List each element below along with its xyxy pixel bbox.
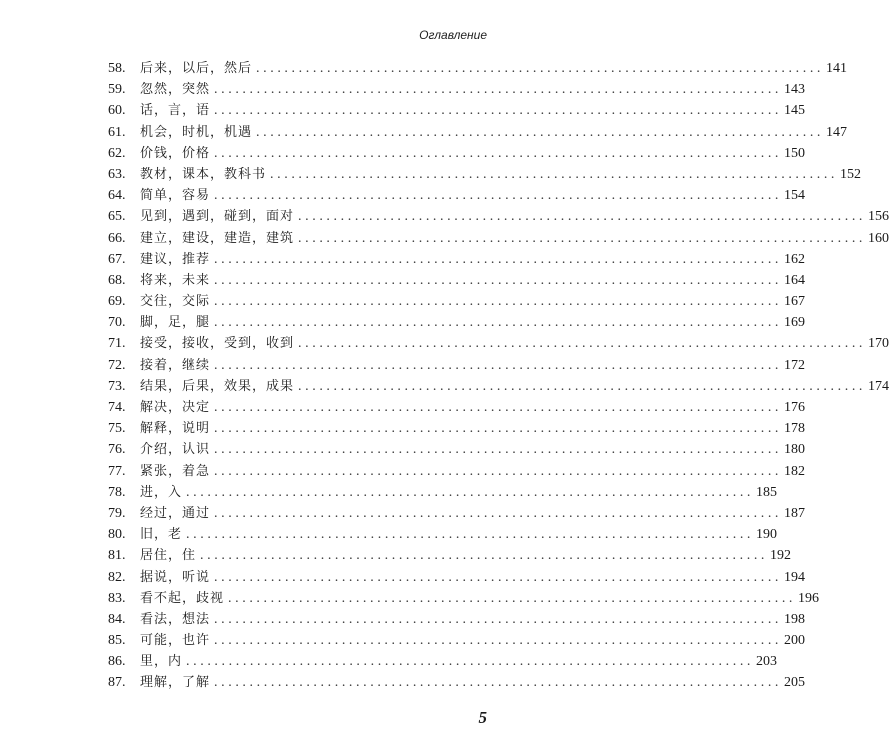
toc-entry-page: 182: [784, 463, 806, 479]
dot-leader: ................................................................................: [298, 378, 867, 394]
toc-entry-title: 紧张，着急: [140, 463, 211, 479]
dot-leader: ................................................................................: [214, 421, 783, 437]
toc-entry-page: 205: [784, 675, 806, 691]
toc-entry-page: 196: [798, 590, 820, 606]
toc-entry-number: 81.: [108, 548, 126, 564]
toc-entry: [108, 524, 778, 545]
toc-entry-number: 68.: [108, 272, 126, 288]
toc-entry: [108, 206, 889, 227]
toc-entry: [108, 651, 778, 672]
toc-entry: [108, 503, 806, 524]
toc-entry-number: 87.: [108, 675, 126, 691]
toc-entry-title: 接着，继续: [140, 357, 211, 373]
toc-entry-title: 可能，也许: [140, 633, 211, 649]
toc-entry-page: 174: [868, 378, 889, 394]
toc-entry-page: 190: [756, 527, 778, 543]
toc-entry-title: 经过，通过: [140, 505, 211, 521]
toc-entry-page: 167: [784, 294, 806, 310]
toc-entry-page: 150: [784, 145, 806, 161]
toc-entry-number: 70.: [108, 315, 126, 331]
toc-entry-page: 194: [784, 569, 806, 585]
toc-entry-page: 176: [784, 400, 806, 415]
dot-leader: ................................................................................: [270, 166, 839, 182]
dot-leader: ................................................................................: [214, 463, 783, 479]
toc-entry-page: 164: [784, 272, 806, 288]
toc-entry-page: 169: [784, 315, 806, 331]
toc-entry-page: 172: [784, 357, 806, 373]
toc-entry: [108, 58, 848, 79]
toc-entry-title: 建议，推荐: [140, 251, 211, 267]
toc-entry-title: 结果，后果，效果，成果: [140, 378, 295, 394]
toc-entry-number: 62.: [108, 145, 126, 161]
toc-entry: [108, 545, 792, 566]
dot-leader: ................................................................................: [214, 505, 783, 521]
running-header: Оглавление: [419, 28, 487, 42]
toc-entry-number: 75.: [108, 421, 126, 437]
toc-entry: [108, 143, 806, 164]
toc-entry: [108, 397, 806, 418]
toc-entry: [108, 418, 806, 439]
toc-entry-page: 152: [840, 166, 862, 182]
toc-entry-number: 58.: [108, 61, 126, 76]
dot-leader: ................................................................................: [214, 357, 783, 373]
toc-entry-number: 64.: [108, 188, 126, 204]
toc-entry-number: 76.: [108, 442, 126, 458]
toc-entry: [108, 567, 806, 588]
toc-entry-number: 78.: [108, 484, 126, 500]
toc-entry-title: 里，内: [140, 654, 183, 670]
toc-entry-title: 后来，以后，然后: [140, 61, 253, 76]
toc-entry: [108, 461, 806, 482]
toc-entry-title: 看不起，歧视: [140, 590, 225, 606]
dot-leader: ................................................................................: [214, 569, 783, 585]
toc-entry-number: 85.: [108, 633, 126, 649]
toc-entry-title: 价钱，价格: [140, 145, 211, 161]
toc-entry: [108, 333, 889, 354]
dot-leader: ................................................................................: [256, 124, 825, 140]
toc-entry-page: 203: [756, 654, 778, 670]
dot-leader: ................................................................................: [214, 251, 783, 267]
toc-entry-page: 180: [784, 442, 806, 458]
toc-entry-page: 185: [756, 484, 778, 500]
toc-entry-page: 170: [868, 336, 889, 352]
toc-entry-number: 72.: [108, 357, 126, 373]
dot-leader: ................................................................................: [214, 188, 783, 204]
dot-leader: ................................................................................: [214, 442, 783, 458]
toc-entry: [108, 270, 806, 291]
toc-entry-page: 162: [784, 251, 806, 267]
toc-entry: [108, 482, 778, 503]
toc-entry-title: 教材，课本，教科书: [140, 166, 267, 182]
toc-entry: [108, 291, 806, 312]
toc-entry-number: 67.: [108, 251, 126, 267]
table-of-contents: [108, 58, 889, 694]
toc-entry-number: 73.: [108, 378, 126, 394]
dot-leader: ................................................................................: [214, 315, 783, 331]
toc-entry-number: 83.: [108, 590, 126, 606]
toc-entry-title: 交往，交际: [140, 294, 211, 310]
toc-entry: [108, 355, 806, 376]
toc-entry-page: 147: [826, 124, 848, 140]
dot-leader: ................................................................................: [214, 272, 783, 288]
toc-entry-title: 据说，听说: [140, 569, 211, 585]
toc-entry-page: 145: [784, 103, 806, 119]
dot-leader: ................................................................................: [214, 400, 783, 415]
toc-entry-number: 65.: [108, 209, 126, 225]
toc-entry-page: 143: [784, 82, 806, 98]
toc-entry-title: 建立，建设，建造，建筑: [140, 230, 295, 246]
toc-entry-title: 解决，决定: [140, 400, 211, 415]
toc-entry-title: 接受，接收，受到，收到: [140, 336, 295, 352]
toc-entry-number: 60.: [108, 103, 126, 119]
toc-entry-title: 旧，老: [140, 527, 183, 543]
toc-entry-title: 见到，遇到，碰到，面对: [140, 209, 295, 225]
toc-entry-number: 74.: [108, 400, 126, 415]
dot-leader: ................................................................................: [186, 654, 755, 670]
toc-entry-number: 86.: [108, 654, 126, 670]
toc-entry-title: 将来，未来: [140, 272, 211, 288]
dot-leader: ................................................................................: [214, 145, 783, 161]
toc-entry-number: 84.: [108, 611, 126, 627]
dot-leader: ................................................................................: [298, 336, 867, 352]
toc-entry: [108, 312, 806, 333]
toc-entry-title: 简单，容易: [140, 188, 211, 204]
toc-entry: [108, 249, 806, 270]
dot-leader: ................................................................................: [228, 590, 797, 606]
toc-entry: [108, 100, 806, 121]
toc-entry: [108, 439, 806, 460]
dot-leader: ................................................................................: [214, 103, 783, 119]
toc-entry-number: 82.: [108, 569, 126, 585]
dot-leader: ................................................................................: [214, 294, 783, 310]
toc-entry-page: 156: [868, 209, 889, 225]
page-number: 5: [478, 708, 487, 727]
toc-entry: [108, 185, 806, 206]
dot-leader: ................................................................................: [186, 527, 755, 543]
toc-entry-number: 77.: [108, 463, 126, 479]
dot-leader: ................................................................................: [256, 61, 825, 76]
toc-entry-title: 理解，了解: [140, 675, 211, 691]
toc-entry-number: 69.: [108, 294, 126, 310]
toc-entry-number: 71.: [108, 336, 126, 352]
toc-entry-page: 160: [868, 230, 889, 246]
toc-entry: [108, 228, 889, 249]
toc-entry-title: 解释，说明: [140, 421, 211, 437]
dot-leader: ................................................................................: [298, 230, 867, 246]
toc-entry-number: 80.: [108, 527, 126, 543]
toc-entry-title: 介绍，认识: [140, 442, 211, 458]
toc-entry-number: 59.: [108, 82, 126, 98]
toc-entry-page: 141: [826, 61, 848, 76]
toc-entry: [108, 630, 806, 651]
toc-entry-page: 200: [784, 633, 806, 649]
toc-entry-title: 脚，足，腿: [140, 315, 211, 331]
dot-leader: ................................................................................: [214, 82, 783, 98]
toc-entry-page: 178: [784, 421, 806, 437]
toc-entry-number: 79.: [108, 505, 126, 521]
toc-entry-title: 话，言，语: [140, 103, 211, 119]
toc-entry-number: 61.: [108, 124, 126, 140]
dot-leader: ................................................................................: [186, 484, 755, 500]
toc-entry-page: 192: [770, 548, 792, 564]
toc-entry-number: 63.: [108, 166, 126, 182]
toc-entry-page: 187: [784, 505, 806, 521]
toc-entry-title: 进，入: [140, 484, 183, 500]
toc-entry: [108, 609, 806, 630]
dot-leader: ................................................................................: [214, 611, 783, 627]
toc-entry-title: 看法，想法: [140, 611, 211, 627]
dot-leader: ................................................................................: [214, 675, 783, 691]
toc-entry: [108, 672, 806, 693]
toc-entry: [108, 79, 806, 100]
toc-entry-page: 154: [784, 188, 806, 204]
toc-entry-number: 66.: [108, 230, 126, 246]
dot-leader: ................................................................................: [298, 209, 867, 225]
dot-leader: ................................................................................: [200, 548, 769, 564]
toc-entry: [108, 164, 862, 185]
toc-entry: [108, 588, 820, 609]
toc-entry-title: 忽然，突然: [140, 82, 211, 98]
toc-entry-page: 198: [784, 611, 806, 627]
dot-leader: ................................................................................: [214, 633, 783, 649]
toc-entry: [108, 376, 889, 397]
toc-entry: [108, 122, 848, 143]
toc-entry-title: 机会，时机，机遇: [140, 124, 253, 140]
toc-entry-title: 居住，住: [140, 548, 197, 564]
